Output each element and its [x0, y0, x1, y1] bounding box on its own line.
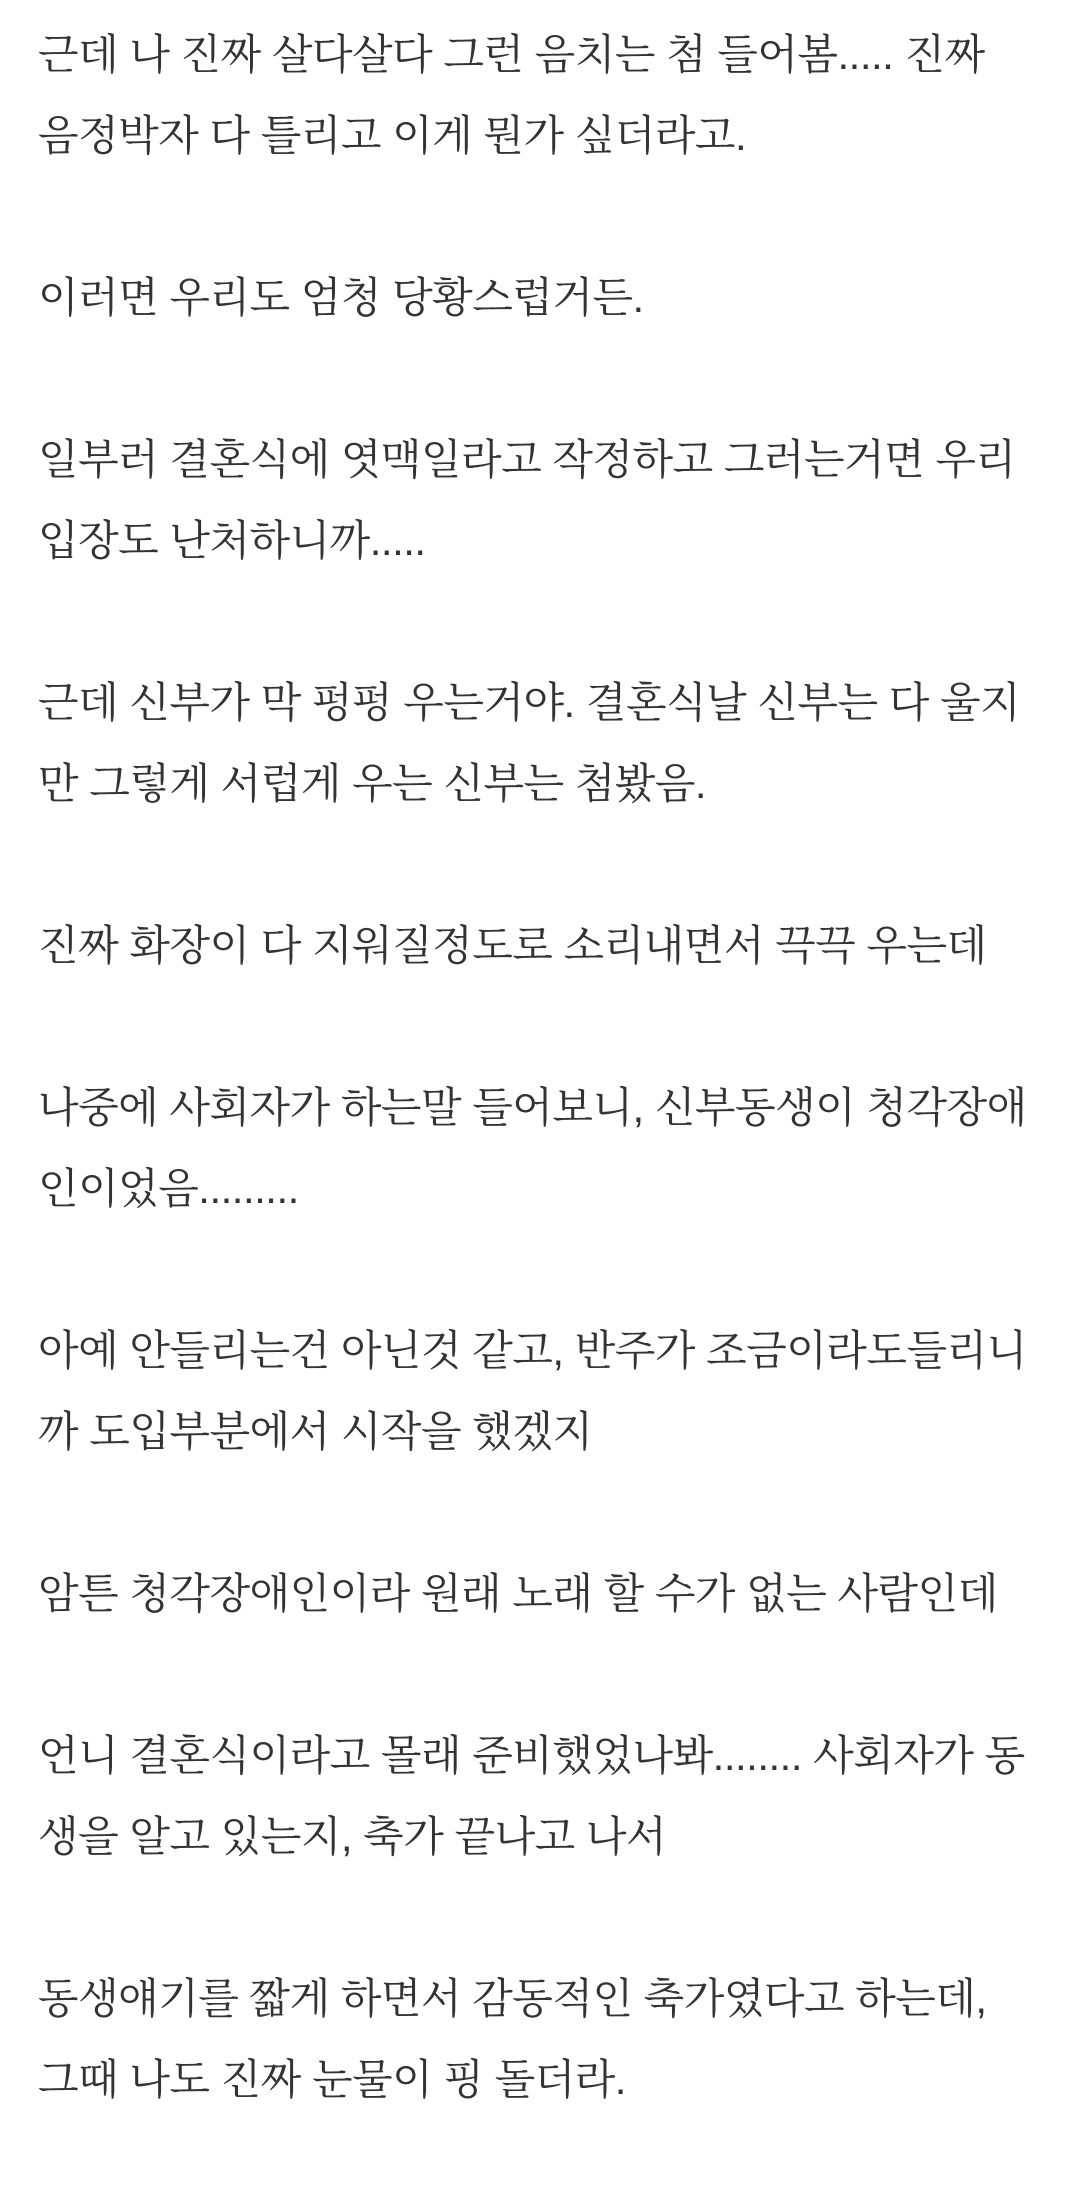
paragraph — [38, 419, 1044, 581]
paragraph — [38, 257, 1044, 338]
text-line: 일부러 결혼식에 엿맥일라고 작정하고 그러는거면 우리 — [38, 436, 1016, 483]
text-line: 나중에 사회자가 하는말 들어보니, 신부동생이 청각장애 — [38, 1084, 1027, 1131]
text-line: 아예 안들리는건 아닌것 같고, 반주가 조금이라도들리니 — [38, 1327, 1027, 1374]
text-line: 까 도입부분에서 시작을 했겠지 — [38, 1408, 593, 1455]
paragraph — [38, 14, 1044, 176]
paragraph — [38, 662, 1044, 824]
text-line: 동생얘기를 짧게 하면서 감동적인 축가였다고 하는데, — [38, 1975, 987, 2022]
text-line: 근데 나 진짜 살다살다 그런 음치는 첨 들어봄..... 진짜 — [38, 31, 985, 78]
text-line: 만 그렇게 서럽게 우는 신부는 첨봤음. — [38, 760, 707, 807]
paragraph — [38, 1715, 1044, 1877]
paragraph — [38, 1553, 1044, 1634]
text-line: 근데 신부가 막 펑펑 우는거야. 결혼식날 신부는 다 울지 — [38, 679, 1021, 726]
text-line: 이러면 우리도 엄청 당황스럽거든. — [38, 274, 644, 321]
paragraph — [38, 1067, 1044, 1229]
text-line: 인이었음......... — [38, 1165, 299, 1212]
text-line: 생을 알고 있는지, 축가 끝나고 나서 — [38, 1813, 667, 1860]
text-line: 암튼 청각장애인이라 원래 노래 할 수가 없는 사람인데 — [38, 1570, 998, 1617]
paragraph — [38, 1958, 1044, 2120]
text-line: 음정박자 다 틀리고 이게 뭔가 싶더라고. — [38, 112, 747, 159]
text-line: 입장도 난처하니까..... — [38, 517, 426, 564]
paragraph — [38, 905, 1044, 986]
text-line: 언니 결혼식이라고 몰래 준비했었나봐........ 사회자가 동 — [38, 1732, 1025, 1779]
text-line: 진짜 화장이 다 지워질정도로 소리내면서 끅끅 우는데 — [38, 922, 987, 969]
text-line: 그때 나도 진짜 눈물이 핑 돌더라. — [38, 2056, 626, 2103]
paragraph — [38, 1310, 1044, 1472]
